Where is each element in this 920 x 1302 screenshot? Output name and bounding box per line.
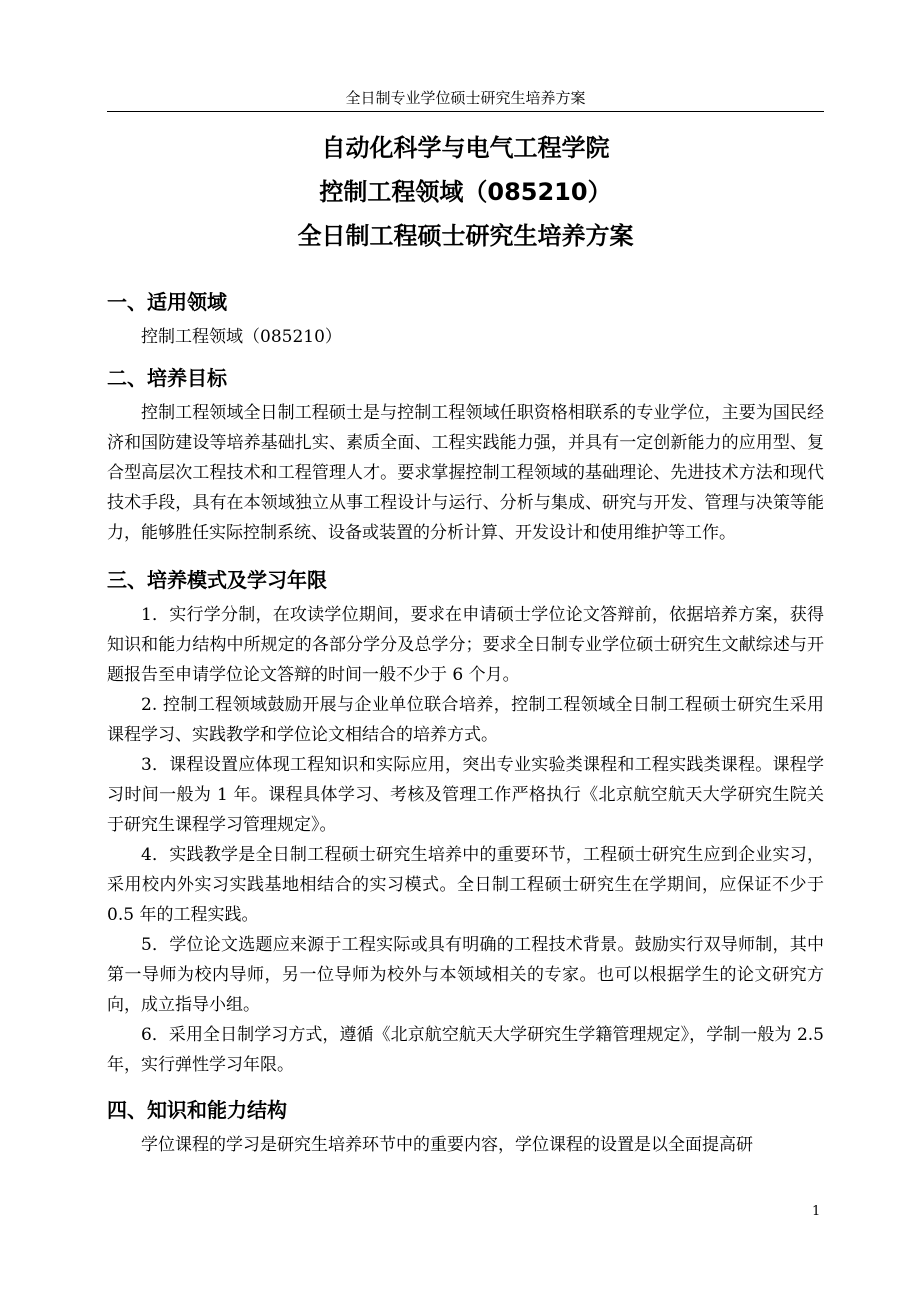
title-program: 全日制工程硕士研究生培养方案: [297, 222, 634, 250]
paragraph: 1．实行学分制，在攻读学位期间，要求在申请硕士学位论文答辩前，依据培养方案，获得知识和能力结构中所规定的各部分学分及总学分；要求全日制专业学位硕士研究生文献综述与开题报告至申请学位论文答辩的时间一般不少于 6 个月。: [107, 605, 824, 685]
paragraph: 2. 控制工程领域鼓励开展与企业单位联合培养，控制工程领域全日制工程硕士研究生采用课程学习、实践教学和学位论文相结合的培养方式。: [107, 695, 824, 745]
paragraph: 5．学位论文选题应来源于工程实际或具有明确的工程技术背景。鼓励实行双导师制，其中第一导师为校内导师，另一位导师为校外与本领域相关的专家。也可以根据学生的论文研究方向，成立指导小组。: [107, 935, 824, 1015]
section-heading-knowledge-structure: 四、知识和能力结构: [107, 1098, 287, 1122]
paragraph: 控制工程领域全日制工程硕士是与控制工程领域任职资格相联系的专业学位，主要为国民经济和国防建设等培养基础扎实、素质全面、工程实践能力强，并具有一定创新能力的应用型、复合型高层次工程技术和工程管理人才。要求掌握控制工程领域的基础理论、先进技术方法和现代技术手段，具有在本领域独立从事工程设计与运行、分析与集成、研究与开发、管理与决策等能力，能够胜任实际控制系统、设备或装置的分析计算、开发设计和使用维护等工作。: [107, 403, 824, 543]
paragraph: 学位课程的学习是研究生培养环节中的重要内容，学位课程的设置是以全面提高研: [141, 1135, 753, 1155]
paragraph: 3．课程设置应体现工程知识和实际应用，突出专业实验类课程和工程实践类课程。课程学习时间一般为 1 年。课程具体学习、考核及管理工作严格执行《北京航空航天大学研究生院关于研究生课程学习管理规定》。: [107, 755, 824, 835]
section-heading-training-goal: 二、培养目标: [107, 366, 227, 390]
running-header: 全日制专业学位硕士研究生培养方案: [107, 85, 824, 112]
document-title: [107, 128, 824, 260]
document-body: [107, 282, 824, 1160]
paragraph: 6．采用全日制学习方式，遵循《北京航空航天大学研究生学籍管理规定》，学制一般为 2.5 年，实行弹性学习年限。: [107, 1025, 824, 1075]
section-heading-training-mode: 三、培养模式及学习年限: [107, 568, 327, 592]
title-school: 自动化科学与电气工程学院: [321, 134, 610, 162]
title-field: 控制工程领域（085210）: [319, 178, 612, 206]
section-heading-applicable-field: 一、适用领域: [107, 290, 227, 314]
page-number: 1: [812, 1204, 821, 1219]
paragraph: 控制工程领域（085210）: [141, 327, 342, 347]
paragraph: 4．实践教学是全日制工程硕士研究生培养中的重要环节，工程硕士研究生应到企业实习，采用校内外实习实践基地相结合的实习模式。全日制工程硕士研究生在学期间，应保证不少于 0.5 年的工程实践。: [107, 845, 824, 925]
